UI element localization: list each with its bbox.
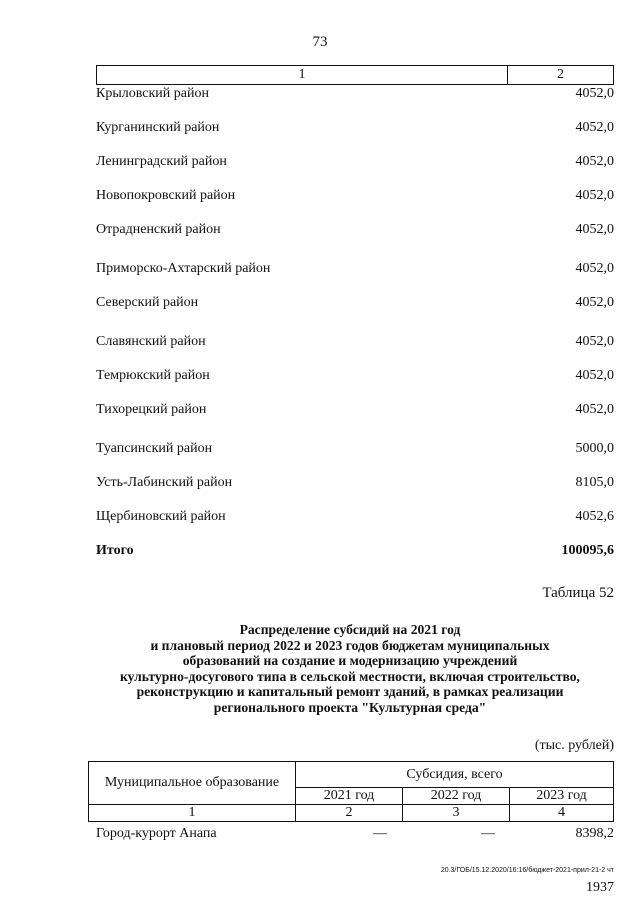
- district-value: 4052,0: [575, 368, 614, 383]
- table-row: [96, 439, 614, 459]
- value-2021: —: [373, 826, 387, 841]
- district-name: Туапсинский район: [96, 441, 213, 456]
- total-row: [96, 541, 614, 561]
- value-2023: 8398,2: [575, 826, 614, 841]
- district-name: Курганинский район: [96, 120, 220, 135]
- header-municipality: Муниципальное образование: [89, 762, 296, 805]
- continuation-table-header: [96, 65, 614, 85]
- table-title: [70, 622, 630, 715]
- table-row: [96, 400, 614, 420]
- district-name: Усть-Лабинский район: [96, 475, 233, 490]
- header-col-1: 1: [97, 66, 508, 85]
- title-line: образований на создание и модернизацию учреждений: [182, 653, 518, 668]
- district-value: 4052,0: [575, 402, 614, 417]
- title-line: и плановый период 2022 и 2023 годов бюджетам муниципальных: [150, 637, 550, 653]
- district-name: Славянский район: [96, 334, 206, 349]
- district-value: 4052,0: [575, 86, 614, 101]
- district-name: Северский район: [96, 295, 199, 310]
- value-2022: —: [481, 826, 495, 841]
- district-name: Крыловский район: [96, 86, 209, 101]
- table-row: [96, 186, 614, 206]
- col-number-2: 2: [296, 805, 403, 822]
- district-value: 8105,0: [575, 475, 614, 490]
- title-line: реконструкцию и капитальный ремонт зданий, в рамках реализации: [136, 684, 564, 699]
- district-value: 4052,6: [575, 509, 614, 524]
- table-row: [96, 84, 614, 104]
- table-row: [96, 366, 614, 386]
- table-row: [96, 473, 614, 493]
- document-code: 20.3/ГОБ/15.12.2020/16:16/бюджет-2021-прил-21-2 чт: [440, 867, 614, 874]
- district-value: 4052,0: [575, 154, 614, 169]
- header-year-2021: 2021 год: [296, 788, 403, 805]
- title-line: культурно-досугового типа в сельской местности, включая строительство,: [120, 668, 580, 684]
- table-row: [96, 118, 614, 138]
- page-number: 73: [312, 34, 328, 50]
- table-number-label: Таблица 52: [542, 585, 614, 601]
- table-row: [96, 332, 614, 352]
- table-row: [96, 825, 614, 843]
- district-value: 4052,0: [575, 188, 614, 203]
- subsidy-table-header: [88, 761, 614, 822]
- district-value: 4052,0: [575, 120, 614, 135]
- total-label: Итого: [96, 543, 134, 558]
- table-row: [96, 152, 614, 172]
- title-line: Распределение субсидий на 2021 год: [239, 622, 461, 637]
- district-value: 4052,0: [575, 261, 614, 276]
- district-name: Щербиновский район: [96, 509, 226, 524]
- district-name: Отрадненский район: [96, 222, 221, 237]
- header-subsidy-total: Субсидия, всего: [296, 762, 614, 788]
- district-name: Новопокровский район: [96, 188, 236, 203]
- district-name: Ленинградский район: [96, 154, 227, 169]
- table-row: [96, 507, 614, 527]
- district-name: Приморско-Ахтарский район: [96, 261, 271, 276]
- footer-page-number: 1937: [586, 880, 614, 895]
- units-label: (тыс. рублей): [534, 738, 614, 753]
- district-value: 5000,0: [575, 441, 614, 456]
- col-number-3: 3: [403, 805, 510, 822]
- table-row: [96, 293, 614, 313]
- header-year-2022: 2022 год: [403, 788, 510, 805]
- header-col-2: 2: [508, 66, 614, 85]
- district-name: Темрюкский район: [96, 368, 210, 383]
- title-line: регионального проекта "Культурная среда": [213, 699, 487, 715]
- district-value: 4052,0: [575, 222, 614, 237]
- table-row: [96, 259, 614, 279]
- total-value: 100095,6: [561, 543, 614, 558]
- district-value: 4052,0: [575, 334, 614, 349]
- header-year-2023: 2023 год: [510, 788, 614, 805]
- table-row: [96, 220, 614, 240]
- col-number-4: 4: [510, 805, 614, 822]
- district-value: 4052,0: [575, 295, 614, 310]
- col-number-1: 1: [89, 805, 296, 822]
- municipality-name: Город-курорт Анапа: [96, 826, 217, 841]
- district-name: Тихорецкий район: [96, 402, 207, 417]
